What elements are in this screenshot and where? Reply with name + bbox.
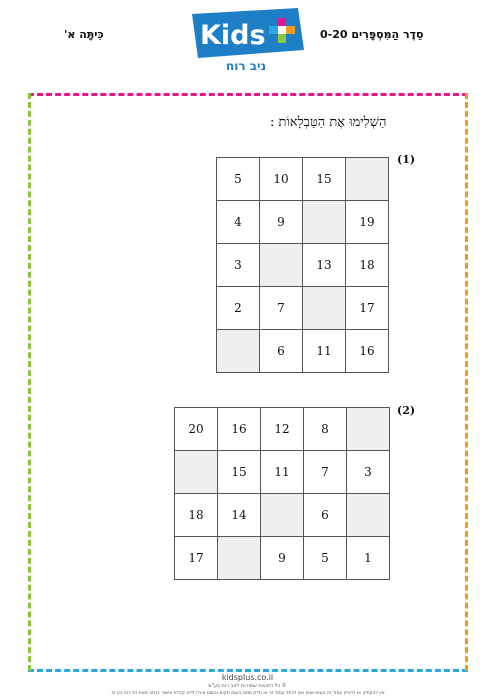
table-row	[217, 287, 389, 330]
instruction: הַשְׁלִימוּ אֶת הַטַּבְלָאוֹת :	[270, 115, 387, 130]
number-cell: 11	[303, 330, 346, 373]
blank-cell[interactable]	[347, 494, 390, 537]
frame-right	[465, 93, 468, 671]
frame-left	[28, 93, 31, 671]
table-row	[217, 330, 389, 373]
number-cell: 3	[347, 451, 390, 494]
number-cell: 15	[218, 451, 261, 494]
number-cell: 1	[347, 537, 390, 580]
exercise-2-number: (2)	[397, 404, 416, 417]
table-row	[175, 408, 390, 451]
blank-cell[interactable]	[347, 408, 390, 451]
number-cell: 17	[175, 537, 218, 580]
brand-subtitle: ניב רוח	[225, 59, 267, 73]
exercise-1-number: (1)	[397, 153, 416, 166]
number-cell: 12	[261, 408, 304, 451]
grade-label: כִּיתָּה א'	[64, 28, 104, 41]
number-cell: 10	[260, 158, 303, 201]
footer-copyright: © כל הזכויות שמורות לניב רוח בע"מ	[208, 683, 287, 689]
blank-cell[interactable]	[260, 244, 303, 287]
kids-plus-logo	[186, 6, 308, 74]
number-cell: 8	[304, 408, 347, 451]
table-row	[175, 494, 390, 537]
number-cell: 11	[261, 451, 304, 494]
number-cell: 13	[303, 244, 346, 287]
number-cell: 17	[346, 287, 389, 330]
number-cell: 18	[175, 494, 218, 537]
table-row	[217, 158, 389, 201]
number-cell: 5	[217, 158, 260, 201]
number-cell: 20	[175, 408, 218, 451]
table-row	[175, 451, 390, 494]
number-cell: 9	[261, 537, 304, 580]
number-cell: 6	[304, 494, 347, 537]
number-cell: 9	[260, 201, 303, 244]
blank-cell[interactable]	[346, 158, 389, 201]
footer-site: kidsplus.co.il	[221, 673, 274, 682]
number-cell: 7	[260, 287, 303, 330]
blank-cell[interactable]	[303, 201, 346, 244]
number-cell: 16	[218, 408, 261, 451]
blank-cell[interactable]	[261, 494, 304, 537]
exercise-2-table	[174, 407, 390, 580]
number-cell: 4	[217, 201, 260, 244]
frame-bottom	[28, 669, 468, 672]
blank-cell[interactable]	[303, 287, 346, 330]
blank-cell[interactable]	[175, 451, 218, 494]
number-cell: 3	[217, 244, 260, 287]
footer-legal: אין להעתיק או להפיץ עמוד זה בשום אופן ואין לכפל עמוד זה או חלק ממנו בשום מקום ובשום צורה ללא קבלת אישור בכתב מאת ניב רוח בע"מ.	[110, 691, 385, 696]
frame-top	[28, 93, 468, 96]
brand-text: Kids	[200, 20, 266, 51]
number-cell: 5	[304, 537, 347, 580]
blank-cell[interactable]	[217, 330, 260, 373]
worksheet-title: סֵדֶר הַמִּסְפָּרִים 0-20	[320, 28, 424, 41]
table-row	[175, 537, 390, 580]
number-cell: 19	[346, 201, 389, 244]
number-cell: 16	[346, 330, 389, 373]
number-cell: 7	[304, 451, 347, 494]
number-cell: 14	[218, 494, 261, 537]
exercise-1-table	[216, 157, 389, 373]
number-cell: 2	[217, 287, 260, 330]
blank-cell[interactable]	[218, 537, 261, 580]
table-row	[217, 201, 389, 244]
number-cell: 6	[260, 330, 303, 373]
number-cell: 15	[303, 158, 346, 201]
number-cell: 18	[346, 244, 389, 287]
table-row	[217, 244, 389, 287]
